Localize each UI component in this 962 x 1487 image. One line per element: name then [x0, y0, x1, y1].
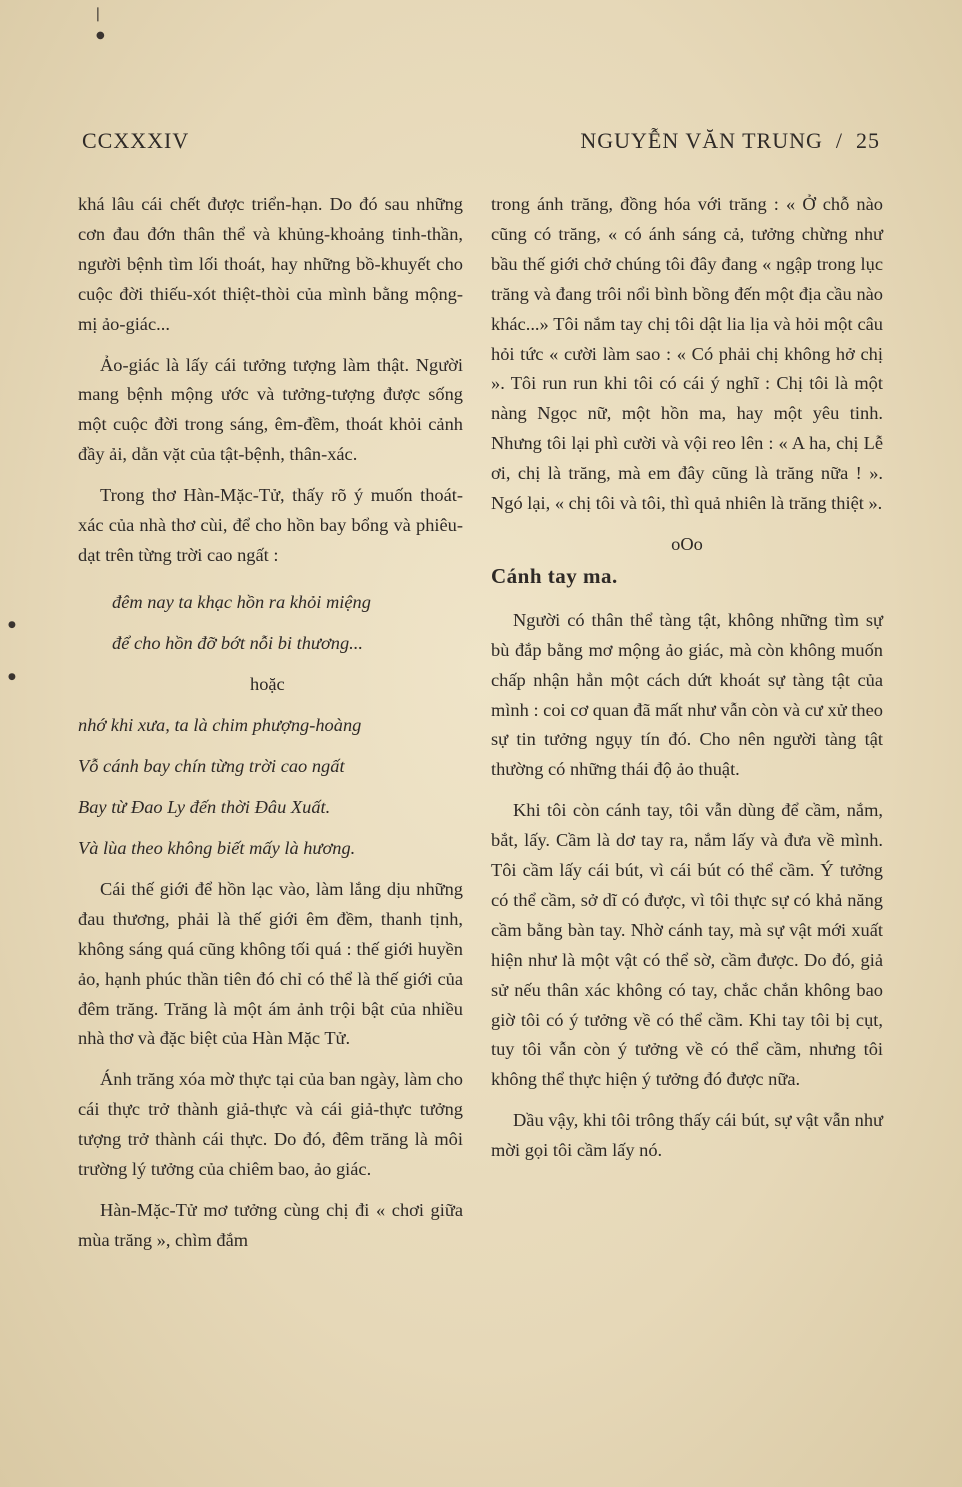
- poem-line: Bay từ Đao Ly đến thời Đâu Xuất.: [78, 796, 331, 817]
- paragraph: Người có thân thể tàng tật, không những tìm sự bù đắp bằng mơ mộng ảo giác, mà còn không muốn chấp nhận hẳn một cách dứt khoát sự tàng tật của mình : coi cơ quan đã mất như vẫn còn và cư xử theo sự tin tưởng ngụy tín đó. Cho nên người tàng tật thường có những thái độ ảo thuật.: [491, 609, 883, 780]
- page-header-left: CCXXXIV: [82, 128, 190, 153]
- paragraph: Ánh trăng xóa mờ thực tại của ban ngày, làm cho cái thực trở thành giả-thực và cái giả-thực tưởng tượng trở thành cái thực. Do đó, đêm trăng là môi trường lý tưởng của chiêm bao, ảo giác.: [78, 1069, 463, 1180]
- right-column: [491, 190, 883, 1177]
- poem-line: đêm nay ta khạc hồn ra khỏi miệng: [112, 591, 371, 612]
- paragraph: Ảo-giác là lấy cái tưởng tượng làm thật. Người mang bệnh mộng ước và tưởng-tượng được sống một cuộc đời trong sáng, êm-đềm, thoát khỏi cảnh đầy ải, dằn vặt của tật-bệnh, thân-xác.: [78, 354, 463, 465]
- poem-line: Vỗ cánh bay chín từng trời cao ngất: [78, 755, 345, 776]
- paragraph: khá lâu cái chết được triển-hạn. Do đó sau những cơn đau đớn thân thể và khủng-khoảng tinh-thần, người bệnh tìm lối thoát, hay những bồ-khuyết cho cuộc đời thiếu-xót thiệt-thòi của mình bằng mộng-mị ảo-giác...: [78, 194, 463, 334]
- page-header-right: NGUYỄN VĂN TRUNG / 25: [580, 128, 880, 153]
- poem-quote: [78, 582, 463, 869]
- page-header: [82, 128, 880, 164]
- ink-mark: ❘: [92, 6, 104, 22]
- poem-separator: hoặc: [250, 673, 285, 694]
- paragraph: trong ánh trăng, đồng hóa với trăng : « Ở chỗ nào cũng có trăng, « có ánh sáng cả, tưởng chừng như bầu thế giới chở chúng tôi đây đang « ngập trong lục trăng và đang trôi nổi bình bồng đến một địa cầu nào khác...» Tôi nắm tay chị tôi dật lia lịa và hỏi một câu hỏi tức « cười làm sao : « Có phải chị không hở chị ». Tôi run run khi tôi có cái ý nghĩ : Chị tôi là một nàng Ngọc nữ, một hồn ma, hay một yêu tinh. Nhưng tôi lại phì cười và vội reo lên : « A ha, chị Lễ ơi, chị là trăng, mà em đây cũng là trăng nữa ! ». Ngó lại, « chị tôi và tôi, thì quả nhiên là trăng thiệt ».: [491, 194, 883, 514]
- paragraph: Trong thơ Hàn-Mặc-Tử, thấy rõ ý muốn thoát-xác của nhà thơ cùi, để cho hồn bay bổng và phiêu-dạt trên từng trời cao ngất :: [78, 485, 463, 565]
- left-column: [78, 190, 463, 1267]
- poem-line: Và lùa theo không biết mấy là hương.: [78, 837, 356, 858]
- ink-dot: ●: [8, 620, 16, 630]
- poem-line: để cho hồn đỡ bớt nỗi bi thương...: [112, 632, 363, 653]
- paragraph: Hàn-Mặc-Tử mơ tưởng cùng chị đi « chơi giữa mùa trăng », chìm đắm: [78, 1199, 463, 1250]
- section-separator: oOo: [671, 533, 703, 554]
- paragraph: Dầu vậy, khi tôi trông thấy cái bút, sự vật vẫn như mời gọi tôi cầm lấy nó.: [491, 1110, 883, 1161]
- paragraph: Khi tôi còn cánh tay, tôi vẫn dùng để cầm, nắm, bắt, lấy. Cầm là dơ tay ra, nắm lấy và đưa về mình. Tôi cầm lấy cái bút, vì cái bút có thể cầm. Ý tưởng có thể cầm, sở dĩ có được, vì tôi thực sự có khả năng cầm bằng bàn tay. Nhờ cánh tay, mà sự vật mới xuất hiện như là một vật có thể sờ, cầm được. Do đó, giả sử nếu thân xác không có tay, chắc chắn không bao giờ tôi có ý tưởng về có thể cầm. Khi tay tôi bị cụt, tuy tôi vẫn còn ý tưởng về có thể cầm, nhưng tôi không thể thực hiện ý tưởng đó được nữa.: [491, 800, 883, 1090]
- paragraph: Cái thế giới để hồn lạc vào, làm lắng dịu những đau thương, phải là thế giới êm đềm, thanh tịnh, không sáng quá cũng không tối quá : thế giới huyền ảo, hạnh phúc thần tiên đó chỉ có thể là thế giới của đêm trăng. Trăng là một ám ảnh trội bật của nhiều nhà thơ và đặc biệt của Hàn Mặc Tử.: [78, 878, 463, 1049]
- section-heading: Cánh tay ma.: [491, 563, 618, 588]
- ink-dot: ●: [96, 30, 105, 41]
- poem-line: nhớ khi xưa, ta là chim phượng-hoàng: [78, 714, 362, 735]
- ink-dot: ●: [8, 672, 16, 682]
